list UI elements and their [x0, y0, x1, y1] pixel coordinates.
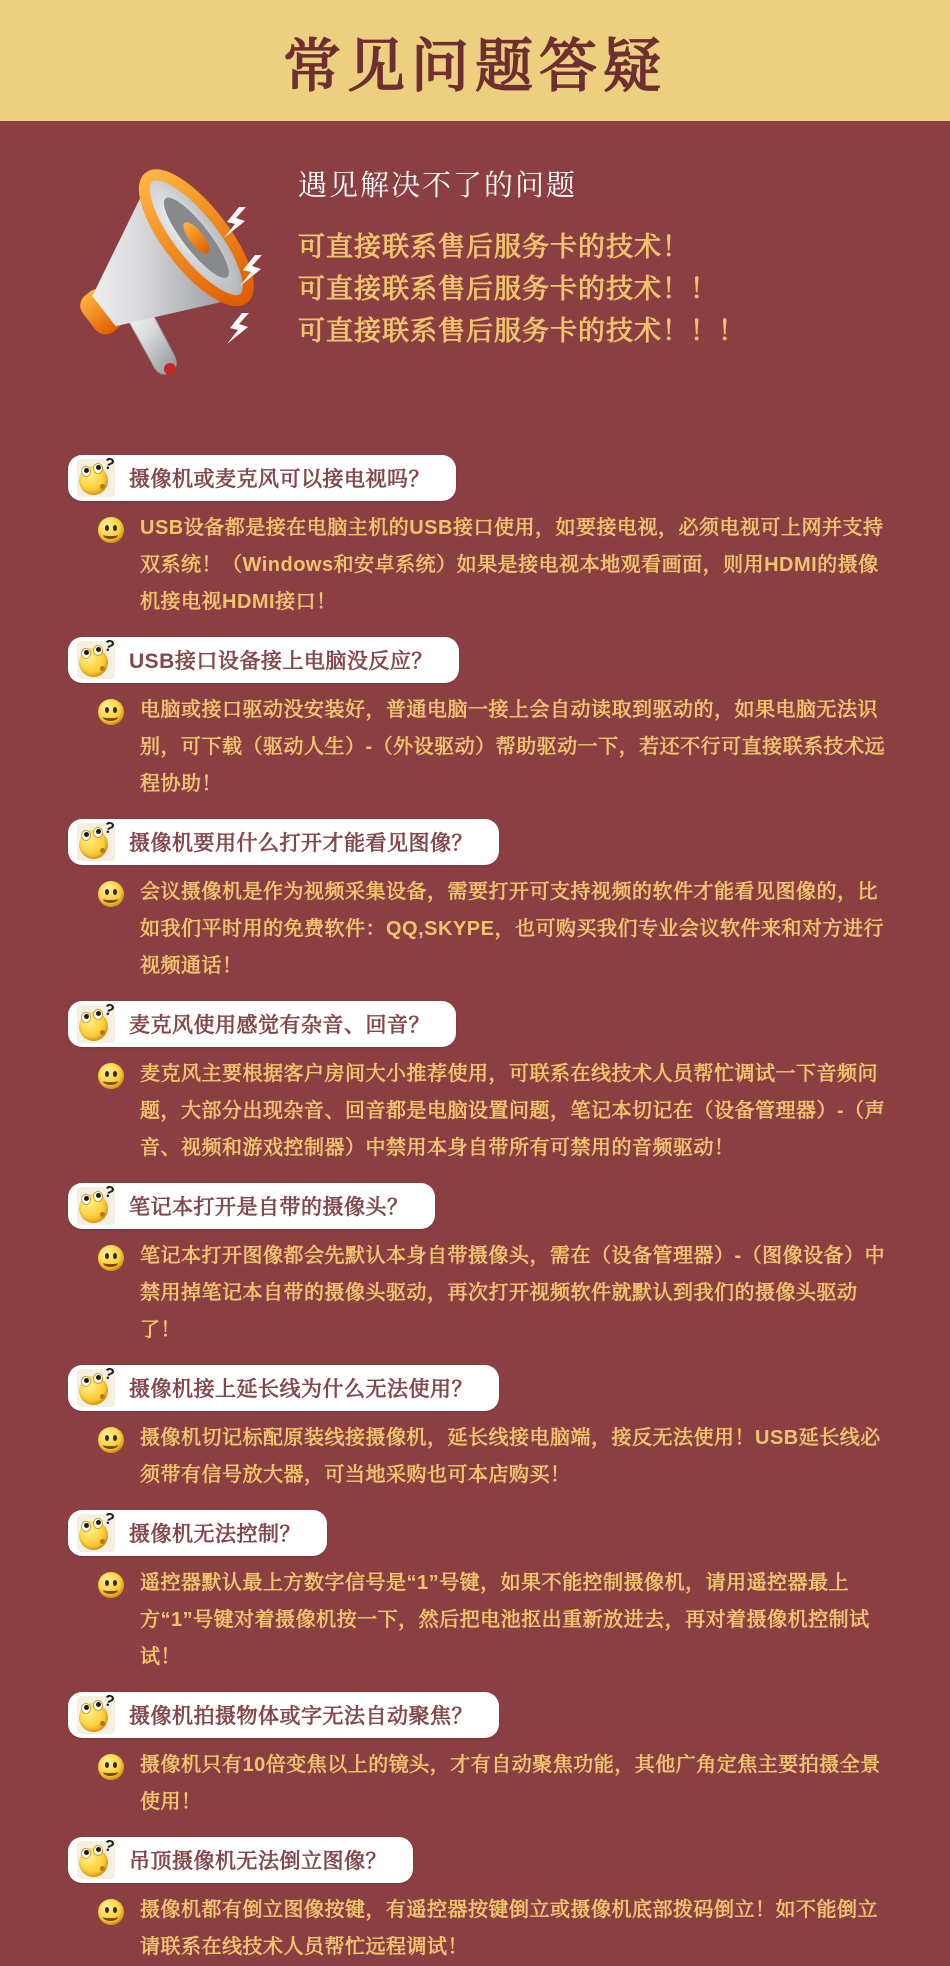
faq-answer: [68, 1238, 890, 1349]
hero-line: 可直接联系售后服务卡的技术！！: [298, 274, 718, 304]
faq-item: [68, 1183, 890, 1349]
faq-answer: [68, 1056, 890, 1167]
faq-answer-text: 遥控器默认最上方数字信号是“1”号键，如果不能控制摄像机，请用遥控器最上方“1”号键对着摄像机按一下，然后把电池抠出重新放进去，再对着摄像机控制试试！: [140, 1572, 870, 1668]
faq-question-text: 摄像机拍摄物体或字无法自动聚焦？: [129, 1705, 473, 1728]
faq-question-text: USB接口设备接上电脑没反应？: [129, 650, 433, 673]
smiley-emoji-icon: [98, 1245, 124, 1271]
faq-item: [68, 455, 890, 621]
faq-answer-text: 摄像机都有倒立图像按键，有遥控器按键倒立或摄像机底部拨码倒立！如不能倒立请联系在线技术人员帮忙远程调试！: [140, 1899, 878, 1958]
question-mark-glyph: ?: [102, 1692, 117, 1712]
faq-question-text: 摄像机要用什么打开才能看见图像？: [129, 832, 473, 855]
smiley-emoji-icon: [98, 1572, 124, 1598]
question-mark-glyph: ?: [102, 1510, 117, 1530]
question-mark-glyph: ?: [102, 1365, 117, 1385]
faq-item: [68, 1365, 890, 1494]
faq-list: [0, 455, 950, 1966]
faq-answer-text: 摄像机只有10倍变焦以上的镜头，才有自动聚焦功能，其他广角定焦主要拍摄全景使用！: [140, 1754, 881, 1813]
faq-question-text: 摄像机或麦克风可以接电视吗？: [129, 468, 430, 491]
smiley-emoji-icon: [98, 1899, 124, 1925]
faq-question-pill: [68, 637, 459, 683]
megaphone-icon: [52, 147, 272, 379]
faq-answer: [68, 1420, 890, 1494]
faq-item: [68, 819, 890, 985]
faq-answer: [68, 692, 890, 803]
faq-answer-text: USB设备都是接在电脑主机的USB接口使用，如要接电视，必须电视可上网并支持双系统！（Windows和安卓系统）如果是接电视本地观看画面，则用HDMI的摄像机接电视HDMI接口！: [140, 517, 884, 613]
faq-answer-text: 麦克风主要根据客户房间大小推荐使用，可联系在线技术人员帮忙调试一下音频问题，大部分出现杂音、回音都是电脑设置问题，笔记本切记在（设备管理器）-（声音、视频和游戏控制器）中禁用本身自带所有可禁用的音频驱动！: [140, 1063, 886, 1159]
smiley-emoji-icon: [98, 881, 124, 907]
faq-question-pill: [68, 1510, 327, 1556]
faq-question-text: 摄像机无法控制？: [129, 1523, 301, 1546]
faq-question-pill: [68, 819, 499, 865]
wondering-emoji-icon: [77, 819, 117, 861]
question-mark-glyph: ?: [102, 1183, 117, 1203]
smiley-emoji-icon: [98, 1754, 124, 1780]
wondering-emoji-icon: [77, 1837, 117, 1879]
smiley-emoji-icon: [98, 517, 124, 543]
faq-answer: [68, 1892, 890, 1966]
wondering-emoji-icon: [77, 1510, 117, 1552]
faq-answer: [68, 1565, 890, 1676]
faq-question-pill: [68, 1837, 413, 1883]
faq-answer-text: 笔记本打开图像都会先默认本身自带摄像头，需在（设备管理器）-（图像设备）中禁用掉笔记本自带的摄像头驱动，再次打开视频软件就默认到我们的摄像头驱动了！: [140, 1245, 886, 1341]
question-mark-glyph: ?: [102, 455, 117, 475]
faq-item: [68, 637, 890, 803]
hero-text: [298, 147, 746, 401]
faq-question-text: 麦克风使用感觉有杂音、回音？: [129, 1014, 430, 1037]
faq-answer: [68, 510, 890, 621]
question-mark-glyph: ?: [102, 637, 117, 657]
faq-question-pill: [68, 1183, 435, 1229]
page-header: [0, 0, 950, 121]
faq-question-text: 笔记本打开是自带的摄像头？: [129, 1196, 409, 1219]
hero-line: 可直接联系售后服务卡的技术！: [298, 232, 690, 262]
hero-heading: 遇见解决不了的问题: [298, 170, 578, 202]
faq-item: [68, 1510, 890, 1676]
faq-answer-text: 摄像机切记标配原装线接摄像机，延长线接电脑端，接反无法使用！USB延长线必须带有信号放大器，可当地采购也可本店购买！: [140, 1427, 881, 1486]
faq-question-pill: [68, 1692, 499, 1738]
hero-section: [0, 121, 950, 401]
question-mark-glyph: ?: [102, 1837, 117, 1857]
faq-question-pill: [68, 455, 456, 501]
wondering-emoji-icon: [77, 1001, 117, 1043]
faq-answer: [68, 1747, 890, 1821]
faq-item: [68, 1837, 890, 1966]
hero-line: 可直接联系售后服务卡的技术！！！: [298, 316, 746, 346]
smiley-emoji-icon: [98, 1427, 124, 1453]
faq-question-pill: [68, 1001, 456, 1047]
faq-answer-text: 电脑或接口驱动没安装好，普通电脑一接上会自动读取到驱动的，如果电脑无法识别，可下载（驱动人生）-（外设驱动）帮助驱动一下，若还不行可直接联系技术远程协助！: [140, 699, 886, 795]
wondering-emoji-icon: [77, 637, 117, 679]
faq-question-text: 吊顶摄像机无法倒立图像？: [129, 1850, 387, 1873]
faq-item: [68, 1001, 890, 1167]
page-title: 常见问题答疑: [282, 33, 667, 99]
faq-question-pill: [68, 1365, 499, 1411]
faq-question-text: 摄像机接上延长线为什么无法使用？: [129, 1378, 473, 1401]
question-mark-glyph: ?: [102, 1001, 117, 1021]
faq-answer-text: 会议摄像机是作为视频采集设备，需要打开可支持视频的软件才能看见图像的，比如我们平时用的免费软件：QQ,SKYPE，也可购买我们专业会议软件来和对方进行视频通话！: [140, 881, 884, 977]
smiley-emoji-icon: [98, 1063, 124, 1089]
faq-answer: [68, 874, 890, 985]
wondering-emoji-icon: [77, 1183, 117, 1225]
smiley-emoji-icon: [98, 699, 124, 725]
wondering-emoji-icon: [77, 1692, 117, 1734]
wondering-emoji-icon: [77, 1365, 117, 1407]
faq-item: [68, 1692, 890, 1821]
wondering-emoji-icon: [77, 455, 117, 497]
question-mark-glyph: ?: [102, 819, 117, 839]
